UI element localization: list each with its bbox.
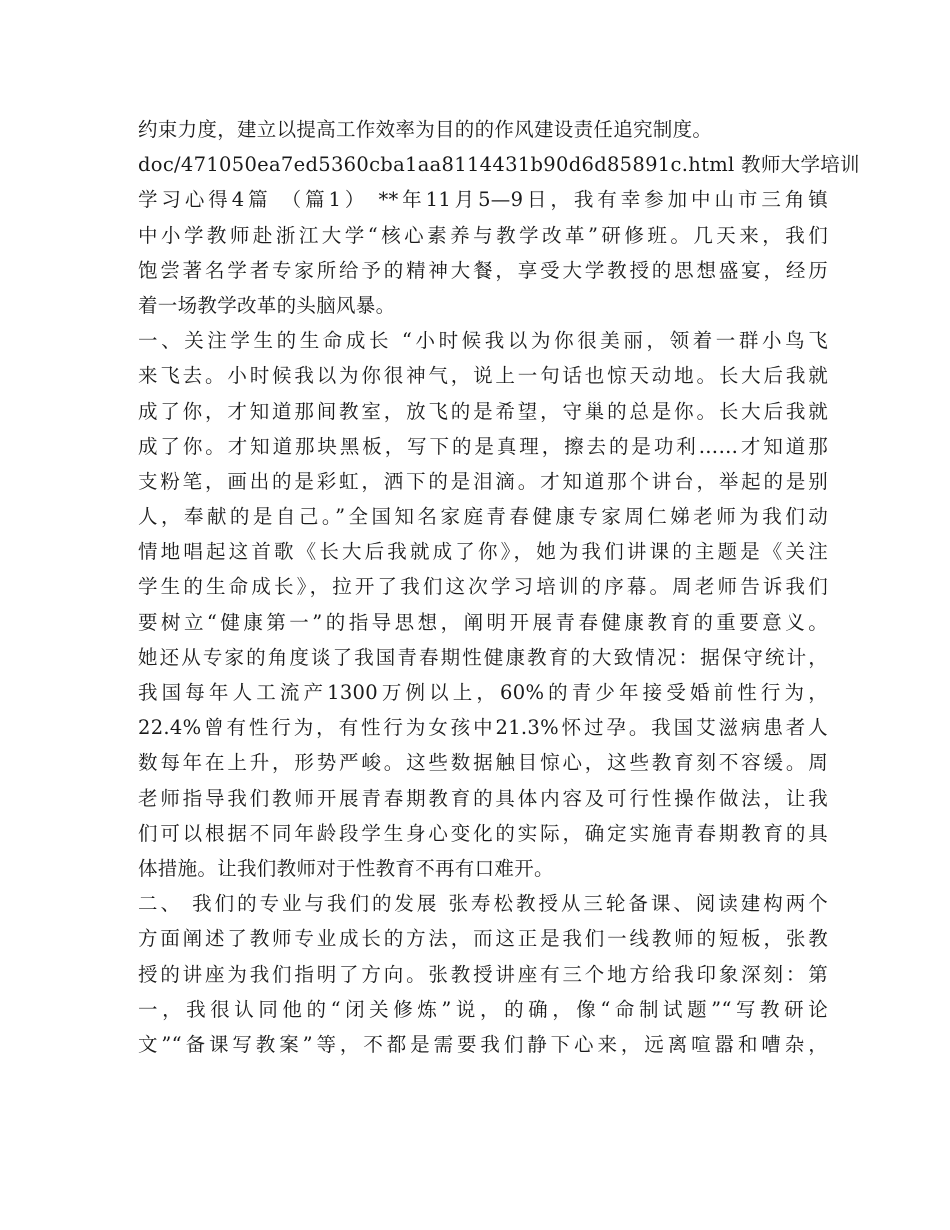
text-line: 授的讲座为我们指明了方向。张教授讲座有三个地方给我印象深刻：第 [138,962,828,986]
text-line: 成了你。才知道那块黑板，写下的是真理，擦去的是功利……才知道那 [138,434,828,458]
text-line: doc/471050ea7ed5360cba1aa8114431b90d6d85891c.html 教师大学培训 [138,153,860,177]
text-line: 一、关注学生的生命成长 “小时候我以为你很美丽，领着一群小鸟飞 [138,329,828,353]
text-line: 老师指导我们教师开展青春期教育的具体内容及可行性操作做法，让我 [138,786,828,810]
document-body [138,112,860,1062]
text-line: 一，我很认同他的“闭关修炼”说，的确，像“命制试题”“写教研论 [138,997,828,1021]
text-line: 学习心得4篇 （篇1） **年11月5—9日，我有幸参加中山市三角镇 [138,188,828,212]
text-line: 数每年在上升，形势严峻。这些数据触目惊心，这些教育刻不容缓。周 [138,751,828,775]
text-line: 人，奉献的是自己。”全国知名家庭青春健康专家周仁娣老师为我们动 [138,505,828,529]
text-line: 我国每年人工流产1300万例以上，60%的青少年接受婚前性行为， [138,681,828,704]
text-line: 文”“备课写教案”等，不都是需要我们静下心来，远离喧嚣和嘈杂， [138,1032,828,1056]
text-line: 约束力度，建立以提高工作效率为目的的作风建设责任追究制度。 [138,118,713,141]
text-line: 要树立“健康第一”的指导思想，阐明开展青春健康教育的重要意义。 [138,610,828,634]
text-line: 22.4%曾有性行为，有性行为女孩中21.3%怀过孕。我国艾滋病患者人 [138,716,828,740]
text-line: 她还从专家的角度谈了我国青春期性健康教育的大致情况：据保守统计， [138,645,828,669]
text-line: 方面阐述了教师专业成长的方法，而这正是我们一线教师的短板，张教 [138,927,828,951]
text-line: 着一场教学改革的头脑风暴。 [138,293,396,317]
text-line: 支粉笔，画出的是彩虹，洒下的是泪滴。才知道那个讲台，举起的是别 [138,469,828,493]
text-line: 们可以根据不同年龄段学生身心变化的实际，确定实施青春期教育的具 [138,821,828,845]
text-line: 饱尝著名学者专家所给予的精神大餐，享受大学教授的思想盛宴，经历 [138,258,828,282]
text-line: 二、 我们的专业与我们的发展 张寿松教授从三轮备课、阅读建构两个 [138,892,828,916]
text-line: 体措施。让我们教师对于性教育不再有口难开。 [138,856,554,880]
text-line: 中小学教师赴浙江大学“核心素养与教学改革”研修班。几天来，我们 [138,223,828,247]
text-line: 来飞去。小时候我以为你很神气，说上一句话也惊天动地。长大后我就 [138,364,828,388]
text-line: 学生的生命成长》，拉开了我们这次学习培训的序幕。周老师告诉我们 [138,575,828,599]
text-line: 情地唱起这首歌《长大后我就成了你》，她为我们讲课的主题是《关注 [138,540,828,564]
text-line: 成了你，才知道那间教室，放飞的是希望，守巢的总是你。长大后我就 [138,399,828,423]
